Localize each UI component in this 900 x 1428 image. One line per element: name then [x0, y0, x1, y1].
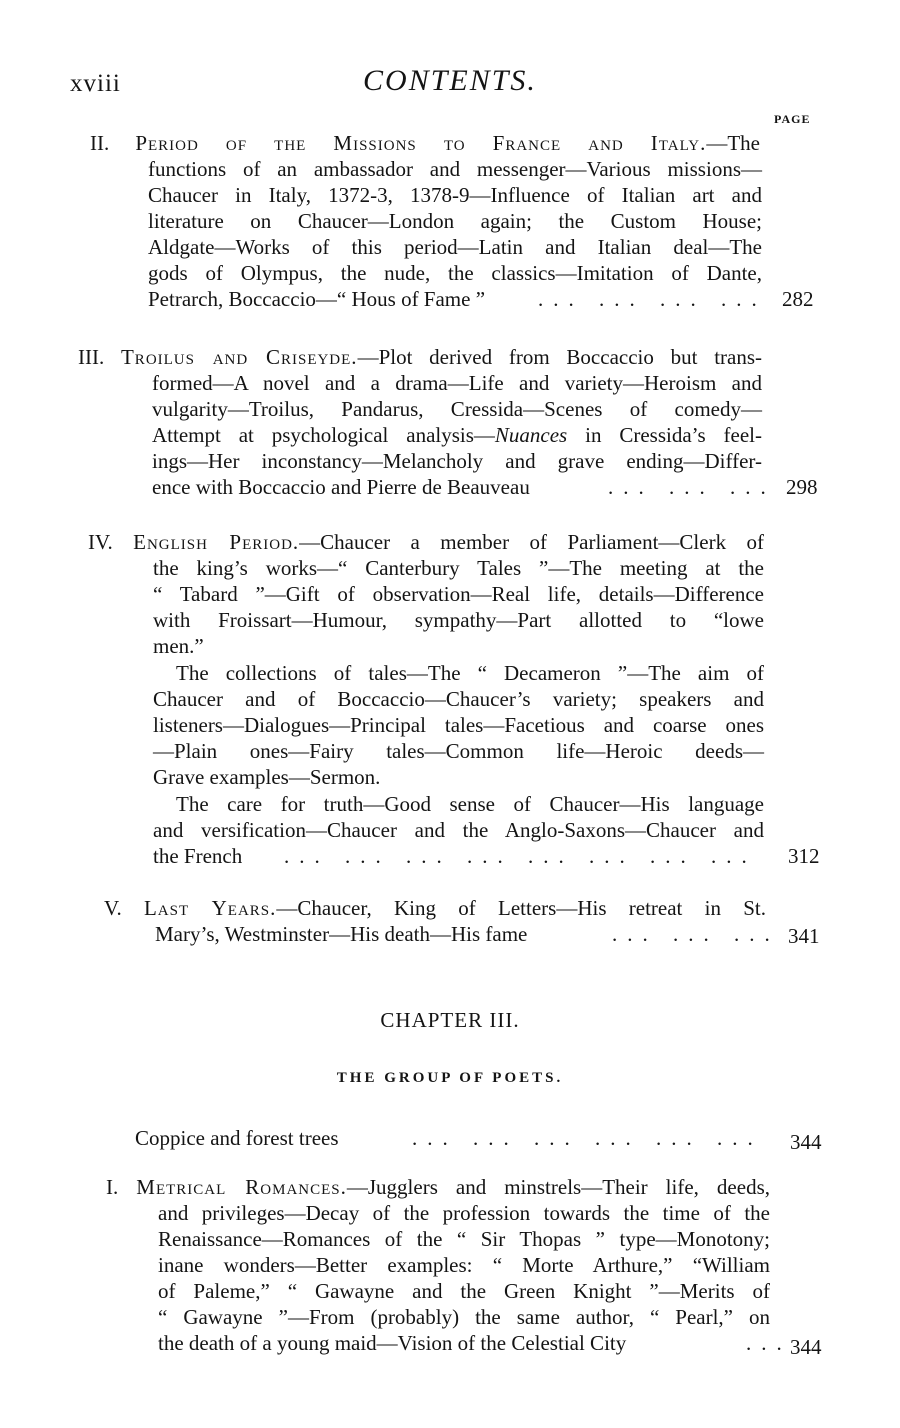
- entry-line: “ Gawayne ”—From (probably) the same author, “ Pearl,” on: [158, 1305, 770, 1329]
- entry-heading: English Period.: [133, 530, 300, 554]
- entry-line: ence with Boccaccio and Pierre de Beauveau: [152, 475, 530, 499]
- entry-line: gods of Olympus, the nude, the classics—Imitation of Dante,: [148, 261, 762, 285]
- entry-line: the king’s works—“ Canterbury Tales ”—The meeting at the: [153, 556, 764, 580]
- entry-numeral: III.: [78, 345, 105, 369]
- entry-line: formed—A novel and a drama—Life and variety—Heroism and: [152, 371, 762, 395]
- italic-term: Nuances: [494, 423, 568, 447]
- entry-line: Attempt at psychological analysis—: [152, 423, 495, 447]
- entry-line: the death of a young maid—Vision of the Celestial City: [158, 1331, 627, 1355]
- entry-line: ings—Her inconstancy—Melancholy and grave ending—Differ-: [152, 449, 762, 473]
- entry-heading: Troilus and Criseyde.: [120, 345, 358, 369]
- entry-numeral: I.: [106, 1175, 119, 1199]
- entry-line: —Jugglers and minstrels—Their life, deeds,: [346, 1175, 770, 1199]
- running-title: CONTENTS.: [363, 64, 537, 97]
- entry-heading: Metrical Romances.: [136, 1175, 347, 1199]
- entry-line: —Chaucer a member of Parliament—Clerk of: [299, 530, 765, 554]
- entry-line: with Froissart—Humour, sympathy—Part allotted to “lowe: [153, 608, 764, 632]
- entry-line: functions of an ambassador and messenger—Various missions—: [148, 157, 762, 181]
- dot-leaders: ... ... ... ... ... ... ... ...: [284, 844, 757, 868]
- entry-line: Chaucer and of Boccaccio—Chaucer’s variety; speakers and: [153, 687, 764, 711]
- entry-line: and versification—Chaucer and the Anglo-Saxons—Chaucer and: [153, 818, 764, 842]
- page-ref: 344: [790, 1130, 822, 1154]
- dot-leaders: ... ... ...: [608, 475, 776, 499]
- entry-line: Aldgate—Works of this period—Latin and Italian deal—The: [148, 235, 762, 259]
- entry-line: inane wonders—Better examples: “ Morte Arthure,” “William: [158, 1253, 770, 1277]
- entry-line: —Plot derived from Boccaccio but trans-: [357, 345, 763, 369]
- entry-line: and privileges—Decay of the profession towards the time of the: [158, 1201, 770, 1225]
- entry-line: the French: [153, 844, 243, 868]
- page-number: xviii: [70, 70, 121, 97]
- entry-line: —Chaucer, King of Letters—His retreat in St.: [276, 896, 766, 920]
- entry-line: “ Tabard ”—Gift of observation—Real life, details—Difference: [153, 582, 764, 606]
- dot-leaders: ... ... ...: [612, 922, 780, 946]
- chapter-title: CHAPTER III.: [380, 1008, 520, 1032]
- entry-line: in Cressida’s feel-: [567, 423, 762, 447]
- entry-numeral: II.: [90, 131, 110, 155]
- entry-line: The collections of tales—The “ Decameron ”—The aim of: [176, 661, 764, 685]
- dot-leaders: ... ... ... ...: [538, 287, 767, 311]
- entry-line: men.”: [153, 634, 204, 658]
- entry-line: Petrarch, Boccaccio—“ Hous of Fame ”: [148, 287, 486, 311]
- entry-line: listeners—Dialogues—Principal tales—Facetious and coarse ones: [153, 713, 764, 737]
- page-ref: 344: [790, 1335, 822, 1359]
- entry-numeral: IV.: [88, 530, 113, 554]
- entry-line: Renaissance—Romances of the “ Sir Thopas ” type—Monotony;: [158, 1227, 770, 1251]
- entry-line: vulgarity—Troilus, Pandarus, Cressida—Scenes of comedy—: [152, 397, 762, 421]
- entry-line: of Paleme,” “ Gawayne and the Green Knight ”—Merits of: [158, 1279, 770, 1303]
- page-ref: 298: [786, 475, 818, 499]
- entry-line: —The: [706, 131, 760, 155]
- entry-line: Mary’s, Westminster—His death—His fame: [155, 922, 528, 946]
- entry-numeral: V.: [104, 896, 122, 920]
- page-ref: 312: [788, 844, 820, 868]
- entry-line: literature on Chaucer—London again; the Custom House;: [148, 209, 762, 233]
- page-column-label: PAGE: [774, 112, 811, 126]
- page-ref: 341: [788, 924, 820, 948]
- dot-leaders: ... ... ... ... ... ...: [412, 1126, 763, 1150]
- entry-line: —Plain ones—Fairy tales—Common life—Heroic deeds—: [153, 739, 764, 763]
- entry-heading: Period of the Missions to France and Italy.: [135, 131, 707, 155]
- entry-line: The care for truth—Good sense of Chaucer—His language: [176, 792, 764, 816]
- entry-line: Chaucer in Italy, 1372-3, 1378-9—Influence of Italian art and: [148, 183, 762, 207]
- entry-heading: Last Years.: [143, 896, 277, 920]
- entry-line: Grave examples—Sermon.: [153, 765, 381, 789]
- entry-line: Coppice and forest trees: [135, 1126, 339, 1150]
- page-ref: 282: [782, 287, 814, 311]
- chapter-subtitle: THE GROUP OF POETS.: [336, 1070, 564, 1086]
- dot-leaders: ...: [746, 1331, 792, 1355]
